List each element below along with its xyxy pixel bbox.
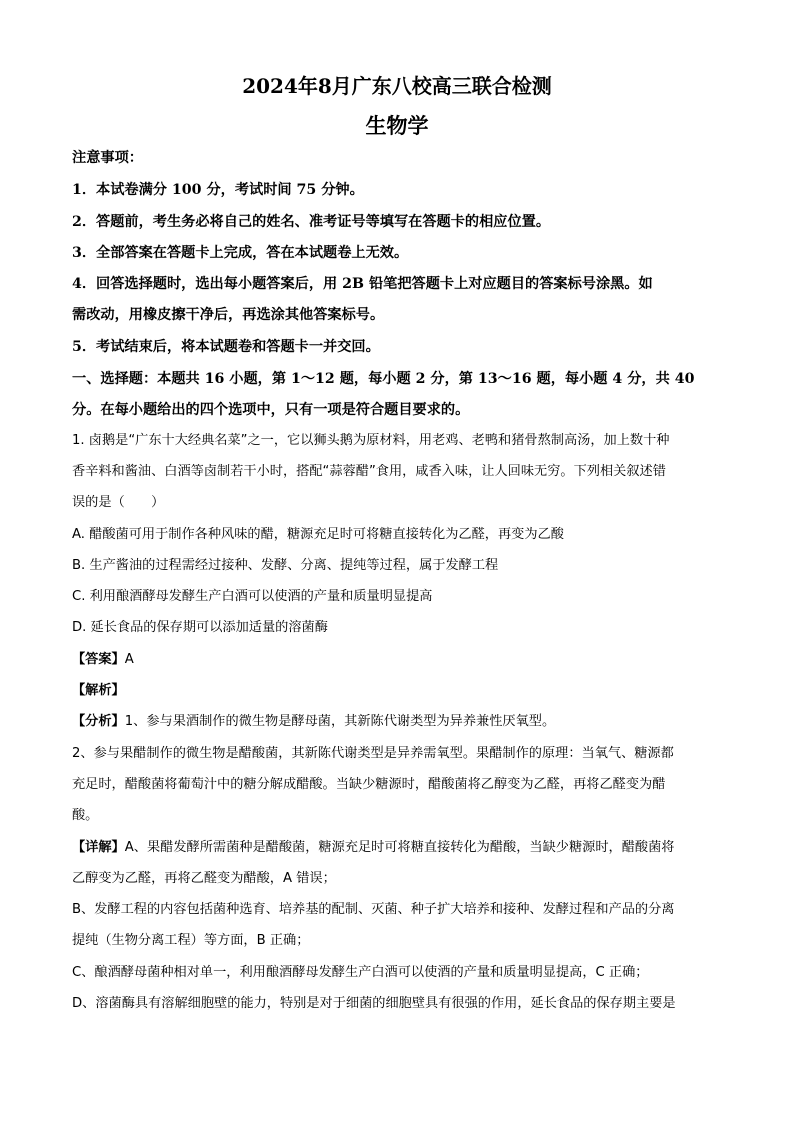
option-b: B. 生产酱油的过程需经过接种、发酵、分离、提纯等过程，属于发酵工程	[72, 558, 499, 573]
notice-heading: 注意事项：	[72, 150, 143, 166]
notice-item-1: 1．本试卷满分 100 分，考试时间 75 分钟。	[72, 182, 364, 198]
fenxi-line-1	[72, 712, 555, 732]
fenxi-line-4: 酸。	[72, 808, 99, 823]
notice-item-3: 3．全部答案在答题卡上完成，答在本试题卷上无效。	[72, 245, 409, 261]
xiangjie-line-5: C、酿酒酵母菌种相对单一，利用酿酒酵母发酵生产白酒可以使酒的产量和质量明显提高，C 正确；	[72, 965, 649, 980]
subject-title: 生物学	[365, 113, 429, 138]
option-d: D. 延长食品的保存期可以添加适量的溶菌酶	[72, 620, 328, 635]
xiangjie-line-6: D、溶菌酶具有溶解细胞壁的能力，特别是对于细菌的细胞壁具有很强的作用，延长食品的保存期主要是	[72, 996, 676, 1011]
xiangjie-line-2: 乙醇变为乙醛，再将乙醛变为醋酸，A 错误；	[72, 871, 336, 886]
fenxi-line-3: 充足时，醋酸菌将葡萄汁中的糖分解成醋酸。当缺少糖源时，醋酸菌将乙醇变为乙醛，再将乙醛变为醋	[72, 777, 666, 792]
option-a: A. 醋酸菌可用于制作各种风味的醋，糖源充足时可将糖直接转化为乙醛，再变为乙酸	[72, 527, 564, 542]
xiangjie-tag: 【详解】	[72, 840, 125, 855]
notice-item-4-line-2: 需改动，用橡皮擦干净后，再选涂其他答案标号。	[72, 307, 385, 323]
question-stem-line-1: 1. 卤鹅是“广东十大经典名菜”之一，它以狮头鹅为原材料，用老鸡、老鸭和猪骨熬制高汤，加上数十种	[72, 433, 670, 448]
answer-tag: 【答案】	[72, 652, 125, 667]
exam-title: 2024年8月广东八校高三联合检测	[242, 74, 552, 98]
notice-item-4-line-1: 4．回答选择题时，选出每小题答案后，用 2B 铅笔把答题卡上对应题目的答案标号涂黑。如	[72, 276, 653, 292]
xiangjie-line-3: B、发酵工程的内容包括菌种选育、培养基的配制、灭菌、种子扩大培养和接种、发酵过程和产品的分离	[72, 902, 675, 917]
fenxi-text-1: 1、参与果酒制作的微生物是酵母菌，其新陈代谢类型为异养兼性厌氧型。	[124, 714, 556, 729]
xiangjie-line-1	[72, 838, 674, 858]
analysis-tag	[72, 681, 125, 701]
section-heading-line-2: 分。在每小题给出的四个选项中，只有一项是符合题目要求的。	[72, 402, 470, 418]
fenxi-line-2: 2、参与果醋制作的微生物是醋酸菌，其新陈代谢类型是异养需氧型。果醋制作的原理：当氧气、糖源都	[72, 746, 674, 761]
xiangjie-text-1: A、果醋发酵所需菌种是醋酸菌，糖源充足时可将糖直接转化为醋酸，当缺少糖源时，醋酸菌将	[124, 840, 675, 855]
question-stem-line-2: 香辛料和酱油、白酒等卤制若干小时，搭配“蒜蓉醋”食用，咸香入味，让人回味无穷。下列相关叙述错	[72, 464, 666, 479]
notice-item-2: 2．答题前，考生务必将自己的姓名、准考证号等填写在答题卡的相应位置。	[72, 214, 551, 230]
xiangjie-line-4: 提纯（生物分离工程）等方面，B 正确；	[72, 933, 310, 948]
fenxi-tag: 【分析】	[72, 714, 125, 729]
question-stem-line-3: 误的是（ ）	[72, 495, 165, 510]
analysis-label: 【解析】	[72, 683, 125, 698]
answer-line	[72, 650, 134, 670]
notice-item-5: 5．考试结束后，将本试题卷和答题卡一并交回。	[72, 339, 380, 355]
option-c: C. 利用酿酒酵母发酵生产白酒可以使酒的产量和质量明显提高	[72, 589, 433, 604]
section-heading-line-1: 一、选择题：本题共 16 小题，第 1～12 题，每小题 2 分，第 13～16 题，每小题 4 分，共 40	[72, 371, 695, 387]
answer-value: A	[124, 652, 134, 667]
